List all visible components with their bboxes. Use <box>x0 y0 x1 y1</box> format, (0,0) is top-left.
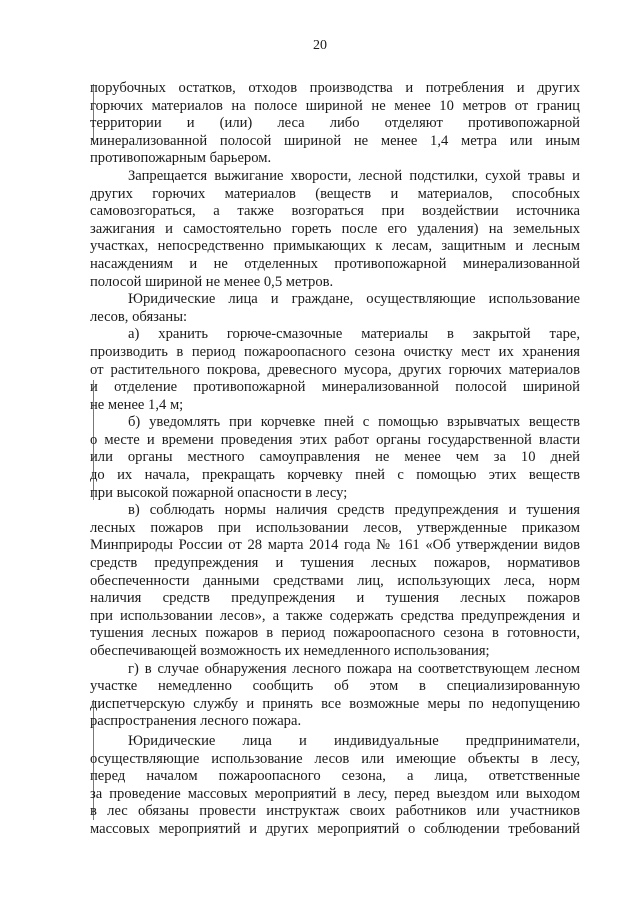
text-line: Минприроды России от 28 марта 2014 года № 161 «Об утверждении видов <box>90 537 580 554</box>
text-line: порубочных остатков, отходов производства и потребления и других <box>90 80 580 96</box>
text-line: диспетчерскую службу и принять все возможные меры по недопущению <box>90 695 580 712</box>
page-number: 20 <box>313 38 327 53</box>
text-line: перед началом пожароопасного сезона, а лица, ответственные <box>90 768 580 785</box>
text-line: при использовании лесов», а также содержать средства предупреждения и <box>90 607 580 624</box>
text-line: б) уведомлять при корчевке пней с помощью взрывчатых веществ <box>128 414 580 431</box>
text-line: от растительного покрова, древесного мусора, других горючих материалов <box>90 361 580 378</box>
text-line: производить в период пожароопасного сезона очистку мест их хранения <box>90 343 580 360</box>
text-line: наличия средств предупреждения и тушения лесных пожаров <box>90 590 580 607</box>
text-line: насаждениям и не отделенных противопожарной минерализованной <box>90 255 580 272</box>
text-line: г) в случае обнаружения лесного пожара на соответствующем лесном <box>128 660 580 677</box>
text-line: массовых мероприятий и других мероприятий о соблюдении требований <box>90 820 580 837</box>
text-line: за проведение массовых мероприятий в лесу, перед выездом или выходом <box>90 785 580 802</box>
text-line: противопожарным барьером. <box>90 150 272 167</box>
text-line: в лес обязаны провести инструктаж своих работников или участников <box>90 803 580 820</box>
text-line: территории и (или) леса либо отделяют противопожарной <box>90 115 580 132</box>
text-line: лесов, обязаны: <box>90 308 188 325</box>
text-line: обеспеченности данными средствами лиц, использующих леса, норм <box>90 572 580 589</box>
text-line: тушения лесных пожаров в период пожароопасного сезона в готовности, <box>90 625 580 642</box>
text-line: других горючих материалов (веществ и материалов, способных <box>90 185 580 202</box>
text-line: средств предупреждения и тушения лесных пожаров, нормативов <box>90 555 580 572</box>
text-line: при высокой пожарной опасности в лесу; <box>90 484 348 501</box>
text-line: горючих материалов на полосе шириной не менее 10 метров от границ <box>90 97 580 114</box>
text-line: Запрещается выжигание хворости, лесной подстилки, сухой травы и <box>128 167 580 184</box>
text-line: не менее 1,4 м; <box>90 396 184 413</box>
text-line: Юридические лица и граждане, осуществляющие использование <box>128 291 580 308</box>
text-line: о месте и времени проведения этих работ органы государственной власти <box>90 431 580 448</box>
text-line: самовозгораться, а также возгораться при воздействии источника <box>90 203 580 220</box>
text-line: лесных пожаров при использовании лесов, утвержденные приказом <box>90 519 580 536</box>
text-line: участке немедленно сообщить об этом в специализированную <box>90 678 580 695</box>
text-line: полосой шириной не менее 0,5 метров. <box>90 273 334 290</box>
text-line: до их начала, прекращать корчевку пней с помощью этих веществ <box>90 467 580 484</box>
text-line: осуществляющие использование лесов или имеющие объекты в лесу, <box>90 750 580 767</box>
text-line: а) хранить горюче-смазочные материалы в закрытой таре, <box>128 326 580 343</box>
text-line: зажигания и самостоятельно гореть после его удаления) на земельных <box>90 220 580 237</box>
text-line: или органы местного самоуправления не менее чем за 10 дней <box>90 449 580 466</box>
text-line: и отделение противопожарной минерализованной полосой шириной <box>90 379 580 396</box>
text-line: минерализованной полосой шириной не менее 1,4 метра или иным <box>90 132 580 149</box>
text-line: обеспечивающей возможность их немедленного использования; <box>90 643 490 659</box>
text-line: в) соблюдать нормы наличия средств предупреждения и тушения <box>128 502 580 519</box>
text-line: распространения лесного пожара. <box>90 713 302 730</box>
text-line: участках, непосредственно примыкающих к лесам, защитным и лесным <box>90 238 580 255</box>
text-line: Юридические лица и индивидуальные предприниматели, <box>128 732 580 749</box>
document-body <box>90 80 580 839</box>
